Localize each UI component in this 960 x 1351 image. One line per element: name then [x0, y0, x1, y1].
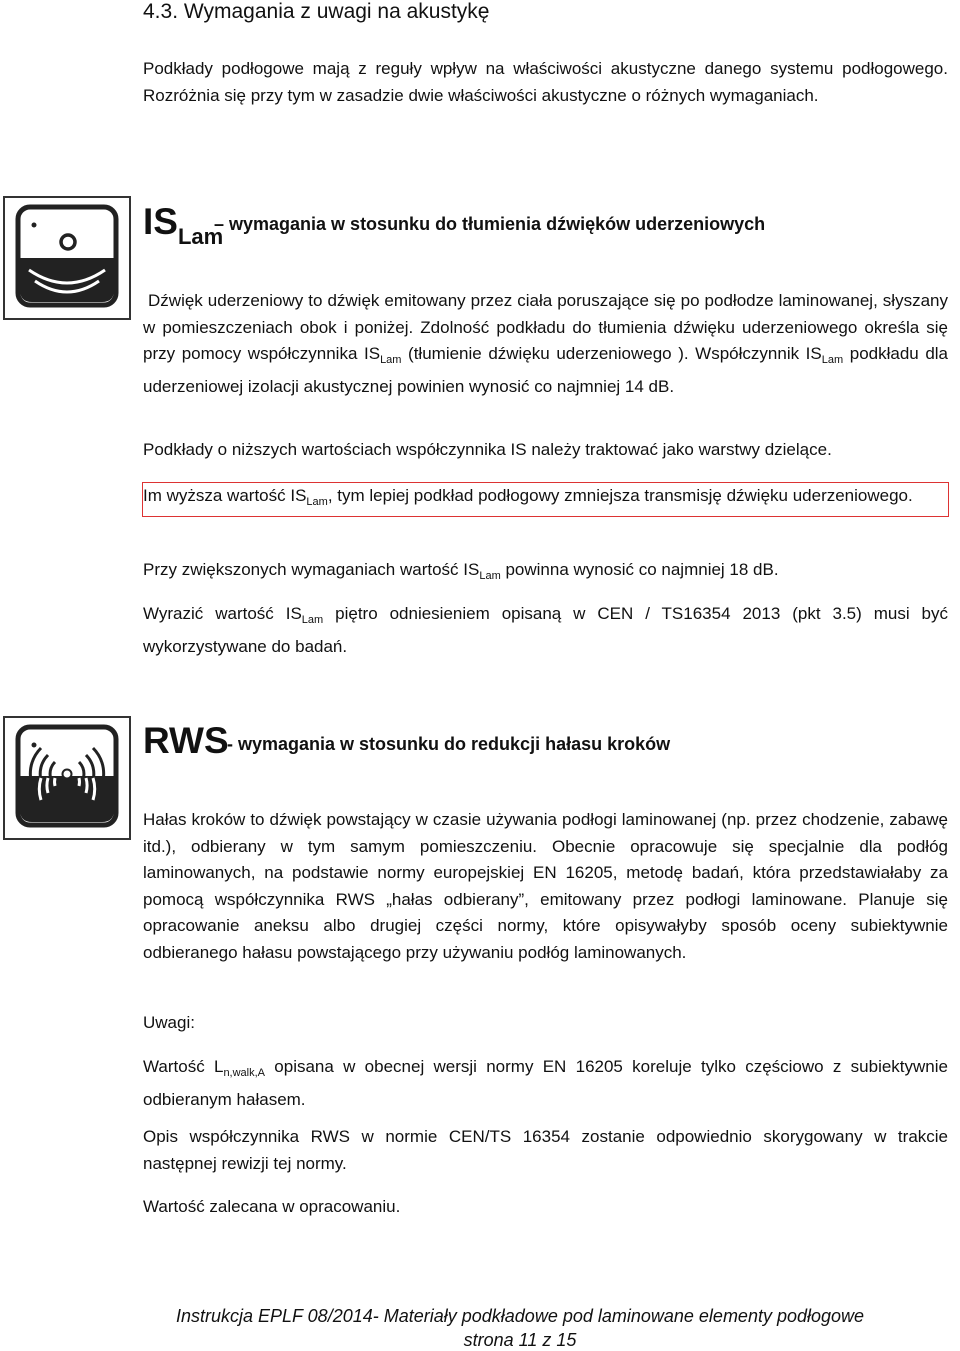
is-lam-p5-a: Wyrazić wartość IS [143, 604, 302, 623]
is-lam-p3-a: Im wyższa wartość IS [143, 486, 307, 505]
rws-title-main: RWS [143, 720, 229, 761]
is-lam-paragraph-1 [143, 288, 948, 400]
section-heading: 4.3. Wymagania z uwagi na akustykę [143, 0, 490, 23]
is-lam-title-sub: Lam [177, 224, 224, 249]
is-lam-title-desc: – wymagania w stosunku do tłumienia dźwięków uderzeniowych [214, 214, 766, 234]
is-lam-title [143, 202, 223, 257]
is-lam-p1-b: (tłumienie dźwięku uderzeniowego ). Współczynnik IS [401, 344, 822, 363]
impact-sound-icon [5, 198, 129, 318]
rws-note1-a: Wartość L [143, 1057, 224, 1076]
footer-page-number: strona 11 z 15 [463, 1330, 577, 1350]
is-lam-p1-c: podkładu dla uderzeniowej izolacji akustycznej powinien wynosić co najmniej 14 dB. [143, 344, 949, 396]
is-lam-icon-box [3, 196, 131, 320]
is-lam-p5-b: piętro odniesieniem opisaną w CEN / TS16354 2013 (pkt 3.5) musi być wykorzystywane do badań. [143, 604, 948, 656]
rws-note-1 [143, 1054, 948, 1113]
is-lam-p4-a: Przy zwiększonych wymaganiach wartość IS [143, 560, 480, 579]
rws-paragraph-1: Hałas kroków to dźwięk powstający w czasie używania podłogi laminowanej (np. przez chodzenie, zabawę itd.), odbierany w tym samym pomieszczeniu. Obecnie opracowuje się specjalnie dla podłóg laminowanych, na podstawie normy europejskiej EN 16205, metodę badań, która przedstawiałaby za pomocą współczynnika RWS „hałas odbierany”, emitowany przez podłogi laminowane. Planuje się opracowanie aneksu albo drugiej części normy, które opisywałyby sposób oceny subiektywnie odbieranego hałasu powstającego przy używaniu podłóg laminowanych. [143, 810, 948, 962]
rws-note-3: Wartość zalecana w opracowaniu. [143, 1197, 401, 1216]
intro-paragraph: Podkłady podłogowe mają z reguły wpływ na właściwości akustyczne danego systemu podłogowego. Rozróżnia się przy tym w zasadzie dwie właściwości akustyczne o różnych wymaganiach. [143, 59, 948, 105]
is-lam-p1-sub2: Lam [821, 354, 844, 366]
is-lam-paragraph-2: Podkłady o niższych wartościach współczynnika IS należy traktować jako warstwy dzielące. [143, 440, 832, 459]
rws-note1-sub: n,walk,A [223, 1067, 266, 1079]
is-lam-p5-sub: Lam [301, 614, 324, 626]
is-lam-paragraph-5 [143, 601, 948, 660]
is-lam-title-main: IS [143, 201, 178, 242]
footer-document-title: Instrukcja EPLF 08/2014- Materiały podkładowe pod laminowane elementy podłogowe [175, 1306, 865, 1326]
rws-note1-b: opisana w obecnej wersji normy EN 16205 koreluje tylko częściowo z subiektywnie odbieranym hałasem. [143, 1057, 948, 1109]
rws-icon-box [3, 716, 131, 840]
is-lam-p3-b: , tym lepiej podkład podłogowy zmniejsza transmisję dźwięku uderzeniowego. [327, 486, 913, 505]
rws-title [143, 721, 229, 761]
rws-notes-label: Uwagi: [143, 1013, 195, 1032]
is-lam-paragraph-4 [143, 557, 948, 590]
walking-noise-icon [5, 718, 129, 838]
is-lam-p1-sub1: Lam [380, 354, 402, 366]
rws-note-2: Opis współczynnika RWS w normie CEN/TS 16354 zostanie odpowiednio skorygowany w trakcie następnej rewizji tej normy. [143, 1127, 948, 1173]
rws-title-desc: - wymagania w stosunku do redukcji hałasu kroków [227, 734, 671, 754]
is-lam-paragraph-3 [143, 483, 948, 516]
is-lam-p1-a: Dźwięk uderzeniowy to dźwięk emitowany przez ciała poruszające się po podłodze laminowanej, słyszany w pomieszczeniach obok i poniżej. Zdolność podkładu do tłumienia dźwięku uderzeniowego określa się przy pomocy współczynnika IS [143, 291, 948, 363]
is-lam-p4-sub: Lam [479, 570, 501, 582]
is-lam-p3-sub: Lam [306, 496, 328, 508]
is-lam-p4-b: powinna wynosić co najmniej 18 dB. [500, 560, 779, 579]
